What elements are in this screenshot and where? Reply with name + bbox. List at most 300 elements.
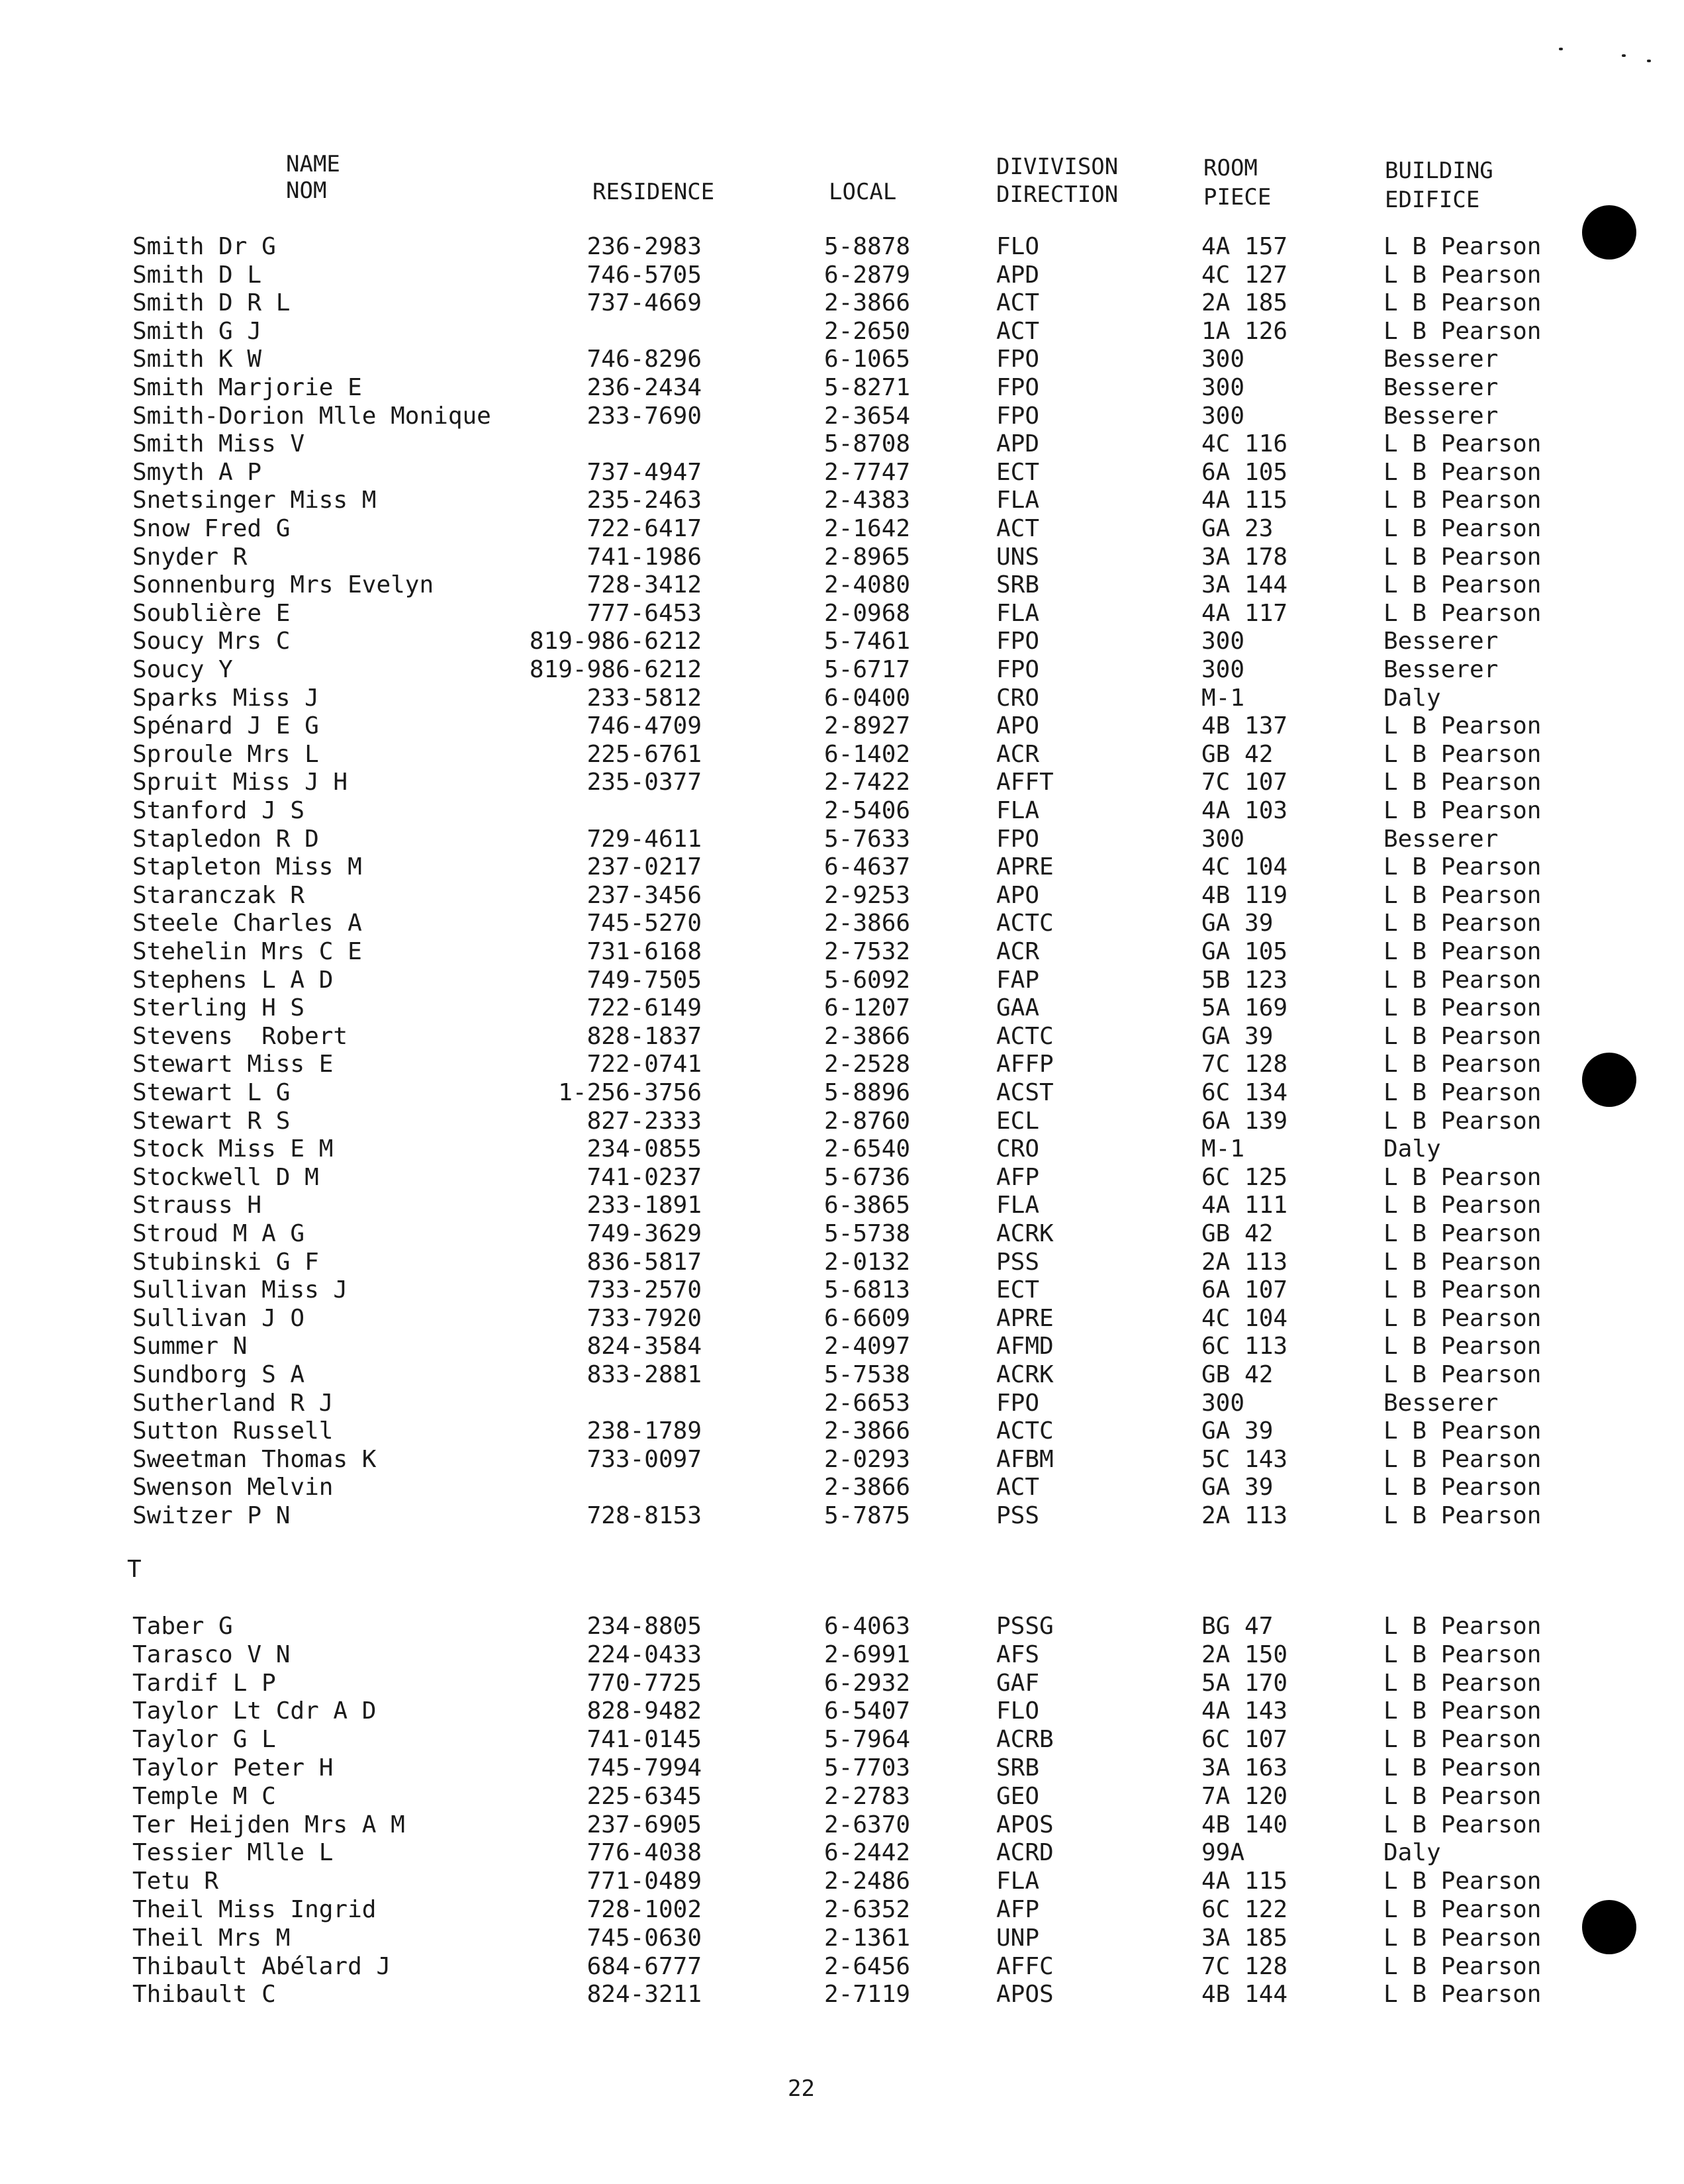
table-row (0, 515, 1684, 543)
entry-residence: 819-986-6212 (529, 628, 702, 655)
entry-name: Smith K W (132, 346, 262, 373)
table-row (0, 1868, 1684, 1895)
entry-local: 6-0400 (824, 684, 911, 712)
entry-name: Sproule Mrs L (132, 740, 319, 768)
entry-room: 4B 137 (1201, 712, 1288, 740)
entry-room: 6C 107 (1201, 1726, 1288, 1754)
entry-residence: 771-0489 (586, 1868, 702, 1895)
table-row (0, 712, 1684, 740)
entry-name: Stanford J S (132, 797, 305, 824)
entry-building: Besserer (1383, 346, 1499, 373)
entry-name: Stubinski G F (132, 1248, 319, 1276)
entry-local: 5-7703 (824, 1754, 911, 1781)
entry-local: 5-8708 (824, 430, 911, 458)
entry-building: L B Pearson (1383, 1868, 1542, 1895)
entry-room: M-1 (1201, 1135, 1245, 1163)
table-row (0, 1783, 1684, 1811)
entry-division: FPO (996, 402, 1040, 430)
entry-local: 2-9253 (824, 881, 911, 909)
table-row (0, 1697, 1684, 1725)
table-row (0, 1613, 1684, 1640)
entry-residence: 746-8296 (586, 346, 702, 373)
entry-building: L B Pearson (1383, 1669, 1542, 1697)
entry-building: L B Pearson (1383, 1276, 1542, 1304)
entry-residence: 733-0097 (586, 1445, 702, 1473)
entry-division: FLA (996, 1868, 1040, 1895)
table-row (0, 938, 1684, 966)
entry-residence: 237-6905 (586, 1811, 702, 1838)
entry-division: ACR (996, 938, 1040, 965)
entry-residence: 745-7994 (586, 1754, 702, 1781)
entry-name: Staranczak R (132, 881, 305, 909)
entry-local: 2-1642 (824, 515, 911, 542)
entry-residence: 235-0377 (586, 769, 702, 796)
entry-division: FPO (996, 656, 1040, 683)
entry-room: GA 23 (1201, 515, 1274, 542)
entry-division: FLO (996, 1697, 1040, 1725)
table-row (0, 1220, 1684, 1248)
entry-building: Besserer (1383, 656, 1499, 683)
entry-residence: 746-5705 (586, 261, 702, 289)
entry-division: ACT (996, 317, 1040, 345)
entry-building: L B Pearson (1383, 515, 1542, 542)
entry-building: L B Pearson (1383, 1502, 1542, 1529)
entry-local: 2-6991 (824, 1640, 911, 1668)
entry-name: Theil Mrs M (132, 1924, 291, 1952)
entry-building: L B Pearson (1383, 1981, 1542, 2009)
table-row (0, 487, 1684, 514)
entry-division: ACRK (996, 1220, 1054, 1247)
entry-local: 5-8271 (824, 374, 911, 401)
entry-building: L B Pearson (1383, 430, 1542, 458)
table-row (0, 826, 1684, 853)
entry-residence: 1-256-3756 (558, 1079, 702, 1106)
entry-division: GEO (996, 1782, 1040, 1810)
table-row (0, 1079, 1684, 1107)
table-row (0, 571, 1684, 599)
entry-room: BG 47 (1201, 1613, 1274, 1640)
entry-division: APO (996, 712, 1040, 740)
entry-local: 2-6370 (824, 1811, 911, 1838)
entry-division: AFMD (996, 1333, 1054, 1360)
entry-residence: 828-9482 (586, 1697, 702, 1725)
entry-division: ECT (996, 458, 1040, 486)
entry-room: 4A 103 (1201, 797, 1288, 824)
table-row (0, 797, 1684, 825)
entry-room: 3A 178 (1201, 543, 1288, 571)
entry-local: 2-6352 (824, 1896, 911, 1923)
entry-local: 2-5406 (824, 797, 911, 824)
entry-residence: 770-7725 (586, 1669, 702, 1697)
entry-residence: 684-6777 (586, 1952, 702, 1980)
entry-room: 5A 169 (1201, 994, 1288, 1022)
entry-local: 5-7538 (824, 1361, 911, 1388)
table-row (0, 967, 1684, 994)
entry-local: 2-2650 (824, 317, 911, 345)
entry-building: L B Pearson (1383, 881, 1542, 909)
entry-residence: 233-1891 (586, 1192, 702, 1219)
entry-name: Sullivan J O (132, 1304, 305, 1332)
entry-building: L B Pearson (1383, 1474, 1542, 1501)
entry-name: Smith-Dorion Mlle Monique (132, 402, 491, 430)
entry-building: L B Pearson (1383, 1192, 1542, 1219)
table-row (0, 1502, 1684, 1530)
entry-name: Stevens Robert (132, 1022, 348, 1050)
table-row (0, 233, 1684, 261)
entry-building: L B Pearson (1383, 1079, 1542, 1106)
entry-room: GB 42 (1201, 1220, 1274, 1247)
entry-division: FAP (996, 966, 1040, 994)
entry-room: 4A 115 (1201, 1868, 1288, 1895)
binder-hole (1582, 1053, 1636, 1107)
entry-name: Snyder R (132, 543, 248, 571)
entry-name: Stockwell D M (132, 1163, 319, 1191)
entry-residence: 728-1002 (586, 1896, 702, 1923)
entry-division: GAA (996, 994, 1040, 1022)
table-row (0, 882, 1684, 910)
binder-hole (1582, 1900, 1636, 1954)
entry-local: 2-0968 (824, 599, 911, 627)
entry-residence: 731-6168 (586, 938, 702, 965)
entry-division: ACT (996, 515, 1040, 542)
entry-local: 2-2783 (824, 1782, 911, 1810)
entry-local: 2-3866 (824, 1417, 911, 1445)
entry-local: 5-7875 (824, 1502, 911, 1529)
entry-local: 5-6736 (824, 1163, 911, 1191)
entry-name: Smith G J (132, 317, 262, 345)
entry-division: PSSG (996, 1613, 1054, 1640)
entry-room: 300 (1201, 374, 1245, 401)
entry-name: Soublière E (132, 599, 291, 627)
table-row (0, 289, 1684, 317)
table-row (0, 769, 1684, 796)
entry-local: 6-1065 (824, 346, 911, 373)
entry-division: CRO (996, 684, 1040, 712)
entry-local: 5-6092 (824, 966, 911, 994)
entry-name: Sweetman Thomas K (132, 1445, 377, 1473)
entry-room: 4C 116 (1201, 430, 1288, 458)
table-row (0, 1390, 1684, 1417)
entry-local: 2-4080 (824, 571, 911, 599)
entry-name: Taylor Lt Cdr A D (132, 1697, 377, 1725)
entry-division: APOS (996, 1811, 1054, 1838)
entry-name: Spénard J E G (132, 712, 319, 740)
entry-room: 4A 157 (1201, 233, 1288, 260)
entry-division: SRB (996, 571, 1040, 599)
entry-name: Smith Dr G (132, 233, 276, 260)
entry-residence: 728-3412 (586, 571, 702, 599)
entry-residence: 722-6149 (586, 994, 702, 1022)
entry-division: ECL (996, 1107, 1040, 1135)
entry-residence: 722-0741 (586, 1051, 702, 1078)
table-row (0, 1249, 1684, 1276)
table-row (0, 430, 1684, 458)
entry-building: L B Pearson (1383, 966, 1542, 994)
entry-local: 6-2932 (824, 1669, 911, 1697)
entry-name: Thibault Abélard J (132, 1952, 391, 1980)
entry-name: Sutherland R J (132, 1389, 334, 1417)
table-row (0, 1108, 1684, 1135)
table-row (0, 1417, 1684, 1445)
entry-building: L B Pearson (1383, 1754, 1542, 1781)
entry-room: GA 39 (1201, 1474, 1274, 1501)
entry-local: 6-6609 (824, 1304, 911, 1332)
entry-residence: 819-986-6212 (529, 656, 702, 683)
entry-local: 2-2486 (824, 1868, 911, 1895)
table-row (0, 374, 1684, 402)
entry-residence: 745-5270 (586, 910, 702, 937)
entry-name: Snetsinger Miss M (132, 487, 377, 514)
entry-local: 2-7422 (824, 769, 911, 796)
entry-building: L B Pearson (1383, 1613, 1542, 1640)
table-row (0, 1953, 1684, 1981)
table-row (0, 1726, 1684, 1754)
entry-name: Thibault C (132, 1981, 276, 2009)
entry-division: APRE (996, 853, 1054, 881)
entry-building: L B Pearson (1383, 1333, 1542, 1360)
entry-local: 2-7532 (824, 938, 911, 965)
entry-local: 6-1207 (824, 994, 911, 1022)
entry-room: 6C 125 (1201, 1163, 1288, 1191)
entry-division: ACRD (996, 1839, 1054, 1867)
entry-building: L B Pearson (1383, 599, 1542, 627)
entry-local: 6-2442 (824, 1839, 911, 1867)
entry-residence: 827-2333 (586, 1107, 702, 1135)
entry-building: L B Pearson (1383, 1248, 1542, 1276)
entry-division: UNS (996, 543, 1040, 571)
entry-residence: 733-2570 (586, 1276, 702, 1304)
table-row (0, 910, 1684, 937)
header-local: LOCAL (829, 179, 897, 205)
entry-room: GA 39 (1201, 1417, 1274, 1445)
entry-residence: 728-8153 (586, 1502, 702, 1529)
entry-residence: 828-1837 (586, 1022, 702, 1050)
entry-residence: 729-4611 (586, 825, 702, 853)
entry-division: ACRB (996, 1726, 1054, 1754)
entry-room: 5A 170 (1201, 1669, 1288, 1697)
entry-local: 2-6653 (824, 1389, 911, 1417)
table-row (0, 1896, 1684, 1924)
entry-name: Stephens L A D (132, 966, 334, 994)
entry-division: AFP (996, 1896, 1040, 1923)
entry-building: L B Pearson (1383, 769, 1542, 796)
scan-speck (1559, 48, 1563, 50)
entry-building: L B Pearson (1383, 1022, 1542, 1050)
entry-residence: 746-4709 (586, 712, 702, 740)
entry-local: 6-4063 (824, 1613, 911, 1640)
entry-building: L B Pearson (1383, 853, 1542, 881)
table-row (0, 346, 1684, 373)
table-row (0, 1276, 1684, 1304)
entry-room: GB 42 (1201, 1361, 1274, 1388)
entry-name: Switzer P N (132, 1502, 291, 1529)
entry-division: AFS (996, 1640, 1040, 1668)
entry-residence: 833-2881 (586, 1361, 702, 1388)
table-row (0, 1670, 1684, 1697)
table-row (0, 1051, 1684, 1078)
entry-building: L B Pearson (1383, 1163, 1542, 1191)
entry-room: 4C 127 (1201, 261, 1288, 289)
entry-division: UNP (996, 1924, 1040, 1952)
table-row (0, 1164, 1684, 1192)
entry-building: L B Pearson (1383, 1445, 1542, 1473)
entry-room: 300 (1201, 1389, 1245, 1417)
entry-name: Stapledon R D (132, 825, 319, 853)
entry-residence: 737-4947 (586, 458, 702, 486)
entry-name: Stehelin Mrs C E (132, 938, 362, 965)
entry-local: 5-6813 (824, 1276, 911, 1304)
entry-division: PSS (996, 1502, 1040, 1529)
entry-local: 5-7964 (824, 1726, 911, 1754)
entry-name: Stapleton Miss M (132, 853, 362, 881)
header-division: DIVIVISON (996, 154, 1119, 180)
entry-room: 7A 120 (1201, 1782, 1288, 1810)
entry-room: 300 (1201, 402, 1245, 430)
entry-building: Besserer (1383, 402, 1499, 430)
entry-name: Stroud M A G (132, 1220, 305, 1247)
entry-building: L B Pearson (1383, 994, 1542, 1022)
entry-division: ACTC (996, 910, 1054, 937)
entry-division: ACT (996, 1474, 1040, 1501)
table-row (0, 1981, 1684, 2009)
entry-local: 2-1361 (824, 1924, 911, 1952)
entry-residence: 836-5817 (586, 1248, 702, 1276)
entry-building: Besserer (1383, 1389, 1499, 1417)
entry-division: FLO (996, 233, 1040, 260)
section-letter: T (127, 1556, 142, 1583)
entry-local: 5-7461 (824, 628, 911, 655)
entry-room: 6A 105 (1201, 458, 1288, 486)
entry-division: FPO (996, 1389, 1040, 1417)
entry-name: Smith D R L (132, 289, 291, 317)
entry-name: Tardif L P (132, 1669, 276, 1697)
table-row (0, 1333, 1684, 1360)
entry-room: 7C 128 (1201, 1051, 1288, 1078)
entry-local: 2-4097 (824, 1333, 911, 1360)
entry-residence: 737-4669 (586, 289, 702, 317)
entry-room: 3A 185 (1201, 1924, 1288, 1952)
entry-building: L B Pearson (1383, 1304, 1542, 1332)
entry-room: 6C 122 (1201, 1896, 1288, 1923)
entry-name: Sutton Russell (132, 1417, 334, 1445)
entry-division: CRO (996, 1135, 1040, 1163)
entry-division: GAF (996, 1669, 1040, 1697)
entry-residence: 225-6761 (586, 740, 702, 768)
entry-residence: 237-0217 (586, 853, 702, 881)
entry-local: 6-4637 (824, 853, 911, 881)
entry-name: Stewart Miss E (132, 1051, 334, 1078)
entry-local: 2-4383 (824, 487, 911, 514)
entry-local: 2-3866 (824, 1022, 911, 1050)
entry-name: Taber G (132, 1613, 233, 1640)
entry-division: AFFC (996, 1952, 1054, 1980)
entry-room: 3A 144 (1201, 571, 1288, 599)
header-room: ROOM (1203, 155, 1258, 181)
entry-name: Stock Miss E M (132, 1135, 334, 1163)
entry-residence: 234-8805 (586, 1613, 702, 1640)
entry-name: Sundborg S A (132, 1361, 305, 1388)
entry-room: 7C 107 (1201, 769, 1288, 796)
entry-residence: 238-1789 (586, 1417, 702, 1445)
header-edifice: EDIFICE (1385, 187, 1480, 213)
entry-residence: 234-0855 (586, 1135, 702, 1163)
binder-hole (1582, 205, 1636, 260)
table-row (0, 994, 1684, 1022)
entry-name: Taylor Peter H (132, 1754, 334, 1781)
entry-room: 5B 123 (1201, 966, 1288, 994)
entry-room: 4A 115 (1201, 487, 1288, 514)
entry-local: 2-7119 (824, 1981, 911, 2009)
entry-residence: 745-0630 (586, 1924, 702, 1952)
entry-division: ACT (996, 289, 1040, 317)
entry-name: Stewart L G (132, 1079, 291, 1106)
table-row (0, 656, 1684, 684)
entry-division: AFBM (996, 1445, 1054, 1473)
entry-building: L B Pearson (1383, 797, 1542, 824)
scan-speck (1622, 54, 1626, 57)
entry-name: Smyth A P (132, 458, 262, 486)
entry-room: 2A 113 (1201, 1248, 1288, 1276)
entry-name: Spruit Miss J H (132, 769, 348, 796)
entry-building: Besserer (1383, 628, 1499, 655)
table-row (0, 1924, 1684, 1952)
entry-local: 5-6717 (824, 656, 911, 683)
entry-residence: 237-3456 (586, 881, 702, 909)
entry-name: Stewart R S (132, 1107, 291, 1135)
entry-room: 4A 117 (1201, 599, 1288, 627)
entry-name: Smith Miss V (132, 430, 305, 458)
entry-division: ACTC (996, 1022, 1054, 1050)
entry-name: Soucy Mrs C (132, 628, 291, 655)
table-row (0, 318, 1684, 346)
entry-residence: 236-2983 (586, 233, 702, 260)
entry-division: FLA (996, 797, 1040, 824)
entry-building: L B Pearson (1383, 740, 1542, 768)
entry-name: Theil Miss Ingrid (132, 1896, 377, 1923)
entry-local: 6-1402 (824, 740, 911, 768)
page-number: 22 (788, 2075, 815, 2102)
entry-building: L B Pearson (1383, 543, 1542, 571)
entry-room: 3A 163 (1201, 1754, 1288, 1781)
entry-residence: 233-5812 (586, 684, 702, 712)
table-row (0, 1446, 1684, 1474)
entry-building: L B Pearson (1383, 1811, 1542, 1838)
entry-name: Sullivan Miss J (132, 1276, 348, 1304)
entry-division: FPO (996, 628, 1040, 655)
entry-room: 4A 111 (1201, 1192, 1288, 1219)
entry-residence: 777-6453 (586, 599, 702, 627)
entry-local: 6-5407 (824, 1697, 911, 1725)
entry-room: 2A 185 (1201, 289, 1288, 317)
entry-building: L B Pearson (1383, 458, 1542, 486)
header-nom: NOM (286, 177, 327, 204)
entry-division: AFP (996, 1163, 1040, 1191)
entry-local: 2-3866 (824, 1474, 911, 1501)
entry-building: L B Pearson (1383, 1361, 1542, 1388)
entry-building: L B Pearson (1383, 1782, 1542, 1810)
entry-name: Snow Fred G (132, 515, 291, 542)
entry-room: 300 (1201, 825, 1245, 853)
entry-room: 300 (1201, 656, 1245, 683)
header-residence: RESIDENCE (592, 179, 715, 205)
entry-room: 6A 139 (1201, 1107, 1288, 1135)
entry-building: Besserer (1383, 374, 1499, 401)
entry-local: 6-2879 (824, 261, 911, 289)
entry-name: Ter Heijden Mrs A M (132, 1811, 405, 1838)
entry-residence: 733-7920 (586, 1304, 702, 1332)
entry-local: 6-3865 (824, 1192, 911, 1219)
header-piece: PIECE (1203, 184, 1272, 211)
